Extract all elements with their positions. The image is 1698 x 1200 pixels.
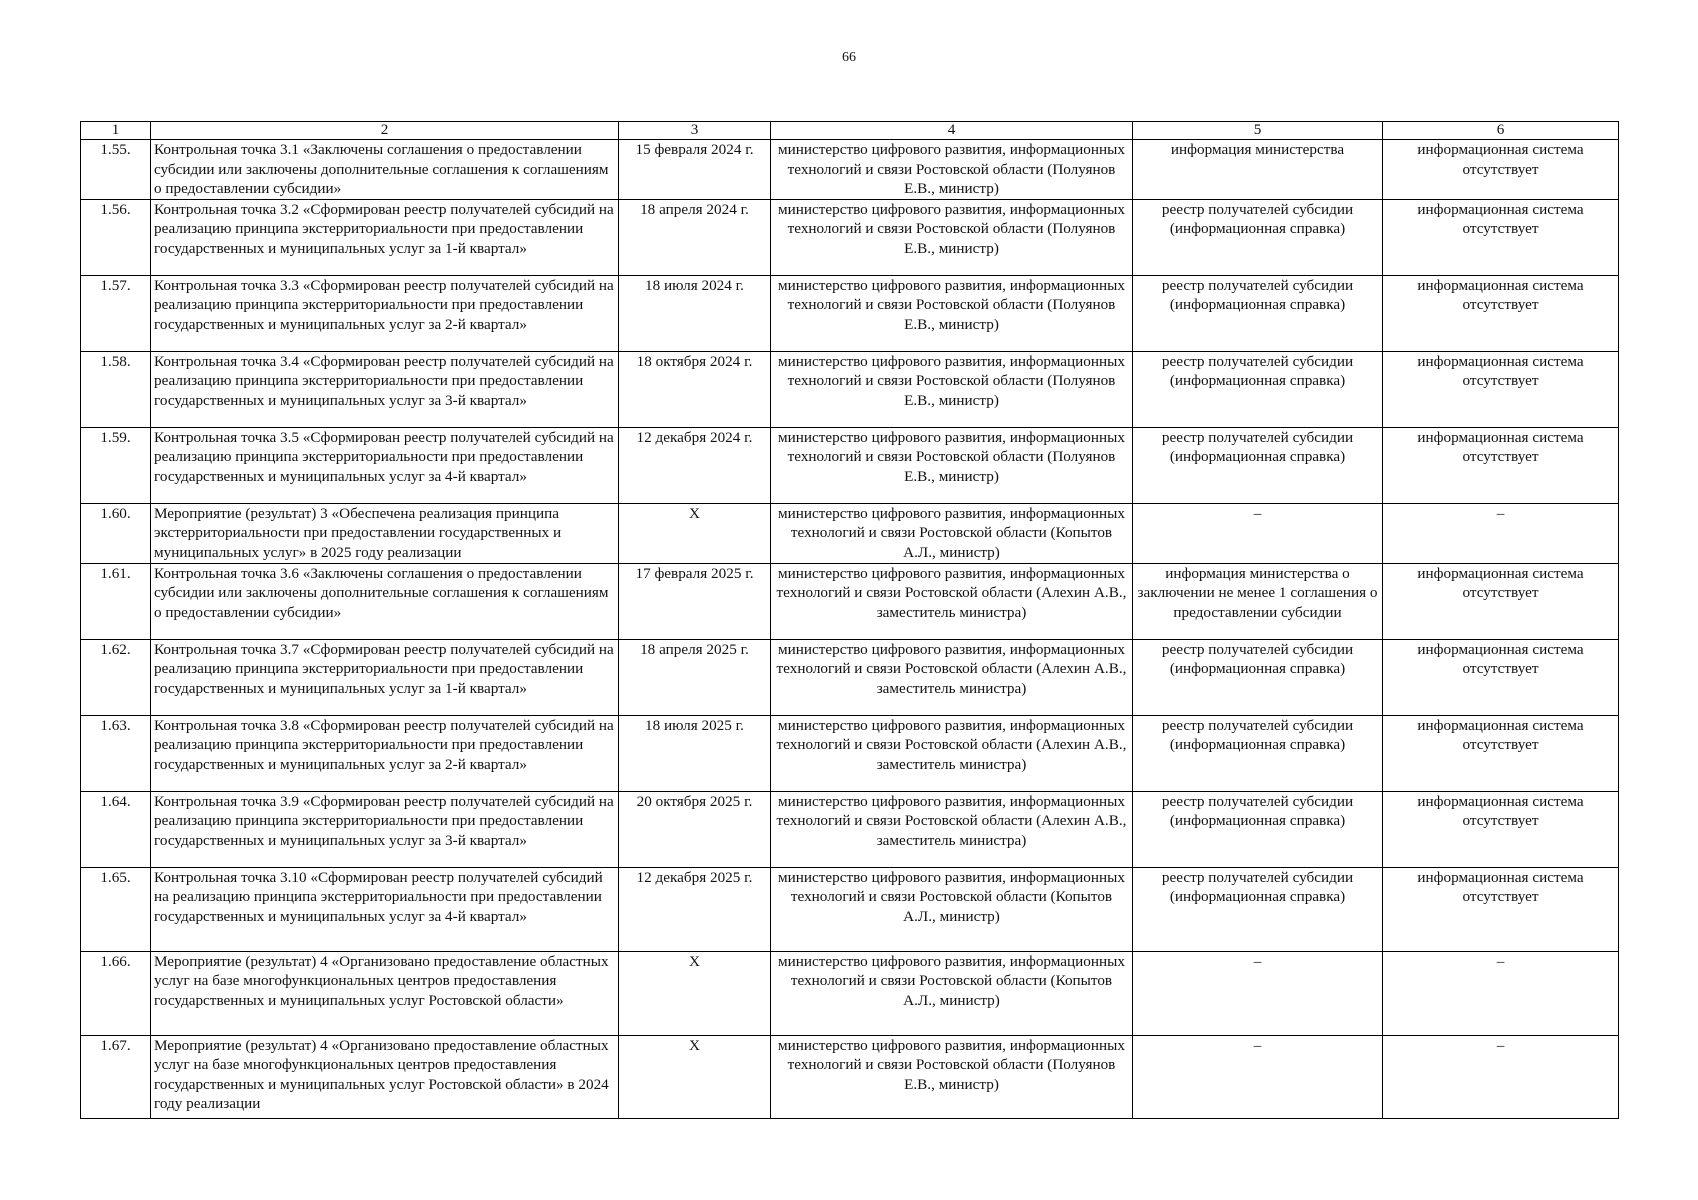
- row-system: информационная система отсутствует: [1383, 639, 1619, 715]
- table-row: [81, 1035, 1619, 1118]
- row-number: 1.66.: [81, 951, 151, 1035]
- row-responsible: министерство цифрового развития, информационных технологий и связи Ростовской области (Алехин А.В., заместитель министра): [771, 791, 1133, 867]
- page-number: 66: [842, 50, 856, 65]
- row-number: 1.64.: [81, 791, 151, 867]
- row-name: Мероприятие (результат) 4 «Организовано предоставление областных услуг на базе многофункциональных центров предоставления государственных и муниципальных услуг Ростовской области»: [151, 951, 619, 1035]
- row-system: информационная система отсутствует: [1383, 715, 1619, 791]
- table-row: [81, 951, 1619, 1035]
- row-number: 1.56.: [81, 199, 151, 275]
- row-date: 17 февраля 2025 г.: [619, 563, 771, 639]
- row-system: информационная система отсутствует: [1383, 791, 1619, 867]
- row-document: информация министерства: [1133, 140, 1383, 200]
- row-responsible: министерство цифрового развития, информационных технологий и связи Ростовской области (Полуянов Е.В., министр): [771, 351, 1133, 427]
- row-responsible: министерство цифрового развития, информационных технологий и связи Ростовской области (Копытов А.Л., министр): [771, 867, 1133, 951]
- row-date: X: [619, 951, 771, 1035]
- row-date: 18 июля 2025 г.: [619, 715, 771, 791]
- row-system: –: [1383, 951, 1619, 1035]
- control-points-table: [80, 121, 1619, 1119]
- row-name: Контрольная точка 3.8 «Сформирован реестр получателей субсидий на реализацию принципа экстерриториальности при предоставлении государственных и муниципальных услуг за 2-й квартал»: [151, 715, 619, 791]
- row-name: Мероприятие (результат) 3 «Обеспечена реализация принципа экстерриториальности при предоставлении государственных и муниципальных услуг» в 2025 году реализации: [151, 503, 619, 563]
- row-name: Контрольная точка 3.3 «Сформирован реестр получателей субсидий на реализацию принципа экстерриториальности при предоставлении государственных и муниципальных услуг за 2-й квартал»: [151, 275, 619, 351]
- row-number: 1.65.: [81, 867, 151, 951]
- table-row: [81, 503, 1619, 563]
- row-responsible: министерство цифрового развития, информационных технологий и связи Ростовской области (Полуянов Е.В., министр): [771, 427, 1133, 503]
- row-number: 1.67.: [81, 1035, 151, 1118]
- column-header: 5: [1133, 122, 1383, 140]
- row-date: 18 июля 2024 г.: [619, 275, 771, 351]
- row-responsible: министерство цифрового развития, информационных технологий и связи Ростовской области (Алехин А.В., заместитель министра): [771, 563, 1133, 639]
- row-date: 12 декабря 2025 г.: [619, 867, 771, 951]
- row-name: Контрольная точка 3.4 «Сформирован реестр получателей субсидий на реализацию принципа экстерриториальности при предоставлении государственных и муниципальных услуг за 3-й квартал»: [151, 351, 619, 427]
- row-name: Контрольная точка 3.5 «Сформирован реестр получателей субсидий на реализацию принципа экстерриториальности при предоставлении государственных и муниципальных услуг за 4-й квартал»: [151, 427, 619, 503]
- row-responsible: министерство цифрового развития, информационных технологий и связи Ростовской области (Полуянов Е.В., министр): [771, 275, 1133, 351]
- row-name: Контрольная точка 3.2 «Сформирован реестр получателей субсидий на реализацию принципа экстерриториальности при предоставлении государственных и муниципальных услуг за 1-й квартал»: [151, 199, 619, 275]
- table-row: [81, 639, 1619, 715]
- row-document: реестр получателей субсидии (информационная справка): [1133, 275, 1383, 351]
- row-number: 1.58.: [81, 351, 151, 427]
- column-header: 3: [619, 122, 771, 140]
- row-responsible: министерство цифрового развития, информационных технологий и связи Ростовской области (Полуянов Е.В., министр): [771, 140, 1133, 200]
- row-system: информационная система отсутствует: [1383, 563, 1619, 639]
- row-system: –: [1383, 1035, 1619, 1118]
- row-document: реестр получателей субсидии (информационная справка): [1133, 351, 1383, 427]
- row-document: –: [1133, 1035, 1383, 1118]
- row-document: реестр получателей субсидии (информационная справка): [1133, 791, 1383, 867]
- row-document: реестр получателей субсидии (информационная справка): [1133, 199, 1383, 275]
- table-row: [81, 791, 1619, 867]
- row-date: X: [619, 1035, 771, 1118]
- row-document: реестр получателей субсидии (информационная справка): [1133, 639, 1383, 715]
- table-row: [81, 351, 1619, 427]
- row-number: 1.63.: [81, 715, 151, 791]
- row-number: 1.62.: [81, 639, 151, 715]
- row-document: реестр получателей субсидии (информационная справка): [1133, 867, 1383, 951]
- row-date: 15 февраля 2024 г.: [619, 140, 771, 200]
- row-date: 18 октября 2024 г.: [619, 351, 771, 427]
- table-header-row: [81, 122, 1619, 140]
- row-responsible: министерство цифрового развития, информационных технологий и связи Ростовской области (Полуянов Е.В., министр): [771, 1035, 1133, 1118]
- table-row: [81, 715, 1619, 791]
- row-name: Контрольная точка 3.1 «Заключены соглашения о предоставлении субсидии или заключены дополнительные соглашения к соглашениям о предоставлении субсидии»: [151, 140, 619, 200]
- table-row: [81, 199, 1619, 275]
- row-name: Контрольная точка 3.10 «Сформирован реестр получателей субсидий на реализацию принципа экстерриториальности при предоставлении государственных и муниципальных услуг за 4-й квартал»: [151, 867, 619, 951]
- row-date: X: [619, 503, 771, 563]
- row-date: 20 октября 2025 г.: [619, 791, 771, 867]
- row-system: информационная система отсутствует: [1383, 867, 1619, 951]
- row-system: –: [1383, 503, 1619, 563]
- row-document: реестр получателей субсидии (информационная справка): [1133, 715, 1383, 791]
- table-row: [81, 275, 1619, 351]
- row-system: информационная система отсутствует: [1383, 140, 1619, 200]
- row-date: 18 апреля 2025 г.: [619, 639, 771, 715]
- table-row: [81, 427, 1619, 503]
- row-name: Мероприятие (результат) 4 «Организовано предоставление областных услуг на базе многофункциональных центров предоставления государственных и муниципальных услуг Ростовской области» в 2024 году реализации: [151, 1035, 619, 1118]
- row-document: –: [1133, 951, 1383, 1035]
- row-number: 1.59.: [81, 427, 151, 503]
- row-name: Контрольная точка 3.9 «Сформирован реестр получателей субсидий на реализацию принципа экстерриториальности при предоставлении государственных и муниципальных услуг за 3-й квартал»: [151, 791, 619, 867]
- row-system: информационная система отсутствует: [1383, 199, 1619, 275]
- table-row: [81, 563, 1619, 639]
- row-number: 1.61.: [81, 563, 151, 639]
- column-header: 6: [1383, 122, 1619, 140]
- column-header: 2: [151, 122, 619, 140]
- row-system: информационная система отсутствует: [1383, 351, 1619, 427]
- row-name: Контрольная точка 3.6 «Заключены соглашения о предоставлении субсидии или заключены дополнительные соглашения к соглашениям о предоставлении субсидии»: [151, 563, 619, 639]
- row-responsible: министерство цифрового развития, информационных технологий и связи Ростовской области (Алехин А.В., заместитель министра): [771, 715, 1133, 791]
- column-header: 4: [771, 122, 1133, 140]
- row-date: 12 декабря 2024 г.: [619, 427, 771, 503]
- row-number: 1.60.: [81, 503, 151, 563]
- row-date: 18 апреля 2024 г.: [619, 199, 771, 275]
- table-row: [81, 867, 1619, 951]
- row-document: –: [1133, 503, 1383, 563]
- row-responsible: министерство цифрового развития, информационных технологий и связи Ростовской области (Копытов А.Л., министр): [771, 503, 1133, 563]
- row-number: 1.55.: [81, 140, 151, 200]
- row-responsible: министерство цифрового развития, информационных технологий и связи Ростовской области (Копытов А.Л., министр): [771, 951, 1133, 1035]
- row-number: 1.57.: [81, 275, 151, 351]
- column-header: 1: [81, 122, 151, 140]
- row-responsible: министерство цифрового развития, информационных технологий и связи Ростовской области (Полуянов Е.В., министр): [771, 199, 1133, 275]
- row-system: информационная система отсутствует: [1383, 427, 1619, 503]
- row-document: реестр получателей субсидии (информационная справка): [1133, 427, 1383, 503]
- row-document: информация министерства о заключении не менее 1 соглашения о предоставлении субсидии: [1133, 563, 1383, 639]
- row-responsible: министерство цифрового развития, информационных технологий и связи Ростовской области (Алехин А.В., заместитель министра): [771, 639, 1133, 715]
- table-row: [81, 140, 1619, 200]
- row-system: информационная система отсутствует: [1383, 275, 1619, 351]
- row-name: Контрольная точка 3.7 «Сформирован реестр получателей субсидий на реализацию принципа экстерриториальности при предоставлении государственных и муниципальных услуг за 1-й квартал»: [151, 639, 619, 715]
